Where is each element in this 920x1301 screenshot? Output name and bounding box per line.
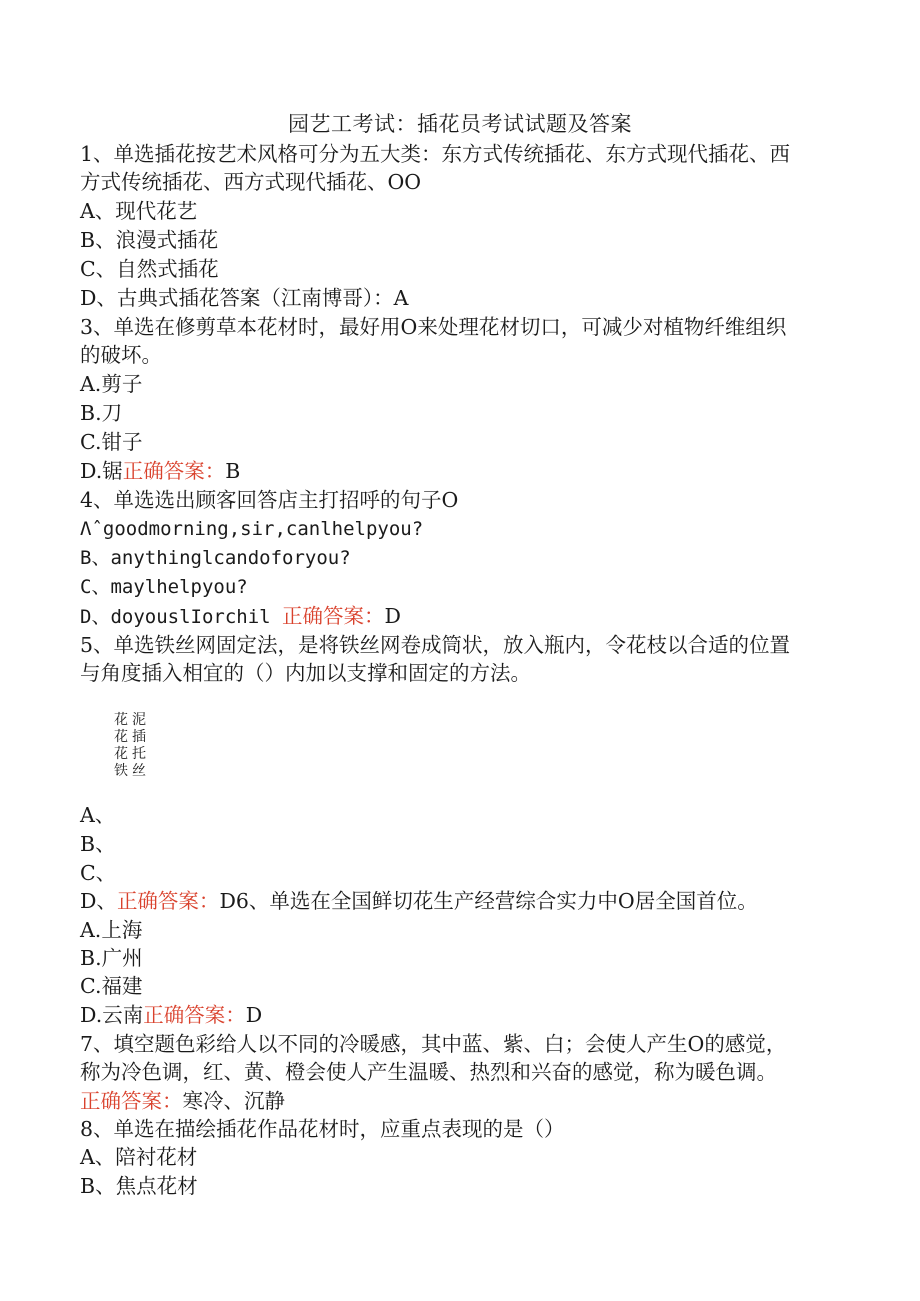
- answer-label: 正确答案：: [143, 1003, 246, 1027]
- question-3-option-c: C.钳子: [80, 430, 143, 454]
- question-7-answer-row: [80, 1087, 285, 1115]
- answer-label: 正确答案：: [80, 1089, 183, 1113]
- question-4-option-d-row: [80, 602, 401, 631]
- question-4-option-b: B、anythinglcandoforyou?: [80, 547, 351, 569]
- question-6-option-c: C.福建: [80, 974, 143, 998]
- question-4-option-c: C、maylhelpyou?: [80, 576, 248, 598]
- question-4-answer: D: [384, 604, 401, 628]
- question-5-option-c: C、: [80, 861, 117, 885]
- question-6-option-a: A.上海: [80, 918, 143, 942]
- question-5-option-d-row: [80, 887, 758, 915]
- question-8-option-b: B、焦点花材: [80, 1174, 198, 1198]
- question-6-text-line1: 6、单选在全国鲜切花生产经营综合实力中O居全国首位。: [235, 889, 758, 913]
- image-option-text: 花托: [114, 746, 150, 762]
- document-title: 园艺工考试：插花员考试试题及答案: [288, 112, 632, 136]
- question-4-text-line1: 4、单选选出顾客回答店主打招呼的句子O: [80, 488, 459, 512]
- answer-label: 正确答案：: [282, 604, 385, 628]
- question-3-answer: B: [225, 459, 241, 483]
- question-1-option-b: B、浪漫式插花: [80, 228, 219, 252]
- question-7-text-line2: 称为冷色调，红、黄、橙会使人产生温暖、热烈和兴奋的感觉，称为暖色调。: [80, 1060, 777, 1084]
- question-8-option-a: A、陪衬花材: [80, 1145, 198, 1169]
- image-option-text: 铁丝: [114, 763, 150, 779]
- question-5-option-a: A、: [80, 803, 116, 827]
- answer-label: 正确答案：: [116, 889, 220, 913]
- question-3-option-d: D.锯: [80, 459, 123, 483]
- question-3-option-a: A.剪子: [80, 372, 143, 396]
- question-6-option-d: D.云南: [80, 1003, 144, 1027]
- question-3-text-line2: 的破坏。: [80, 343, 162, 367]
- question-1-option-a: A、现代花艺: [80, 199, 198, 223]
- question-4-option-d: D、doyouslIorchil: [80, 606, 271, 628]
- question-6-option-b: B.广州: [80, 946, 143, 970]
- question-1-option-d: D、古典式插花答案（江南博哥）：A: [80, 286, 409, 310]
- question-1-option-c: C、自然式插花: [80, 257, 219, 281]
- question-4-option-a: Λˆgoodmorning,sir,canlhelpyou?: [80, 518, 424, 540]
- question-7-answer: 寒冷、沉静: [182, 1089, 285, 1113]
- question-3-text-line1: 3、单选在修剪草本花材时，最好用O来处理花材切口，可减少对植物纤维组织: [80, 315, 787, 339]
- question-5-option-d: D、: [80, 889, 117, 913]
- question-5-text-line1: 5、单选铁丝网固定法，是将铁丝网卷成筒状，放入瓶内，令花枝以合适的位置: [80, 633, 791, 657]
- question-5-option-b: B、: [80, 832, 116, 856]
- question-6-answer: D: [245, 1003, 263, 1027]
- question-3-option-d-row: [80, 457, 240, 485]
- question-5-answer: D: [219, 889, 236, 913]
- question-3-option-b: B.刀: [80, 401, 123, 425]
- image-option-text: 花泥: [114, 712, 150, 728]
- question-8-text-line1: 8、单选在描绘插花作品花材时，应重点表现的是（）: [80, 1117, 565, 1141]
- question-6-option-d-row: [80, 1001, 262, 1029]
- question-5-options-image: [114, 712, 164, 780]
- image-option-text: 花插: [114, 729, 150, 745]
- question-7-text-line1: 7、填空题色彩给人以不同的冷暖感，其中蓝、紫、白；会使人产生O的感觉，: [80, 1032, 787, 1056]
- question-1-text-line1: 1、单选插花按艺术风格可分为五大类：东方式传统插花、东方式现代插花、西: [80, 142, 791, 166]
- answer-label: 正确答案：: [122, 459, 226, 483]
- question-5-text-line2: 与角度插入相宜的（）内加以支撑和固定的方法。: [80, 661, 531, 685]
- question-1-text-line2: 方式传统插花、西方式现代插花、OO: [80, 170, 422, 194]
